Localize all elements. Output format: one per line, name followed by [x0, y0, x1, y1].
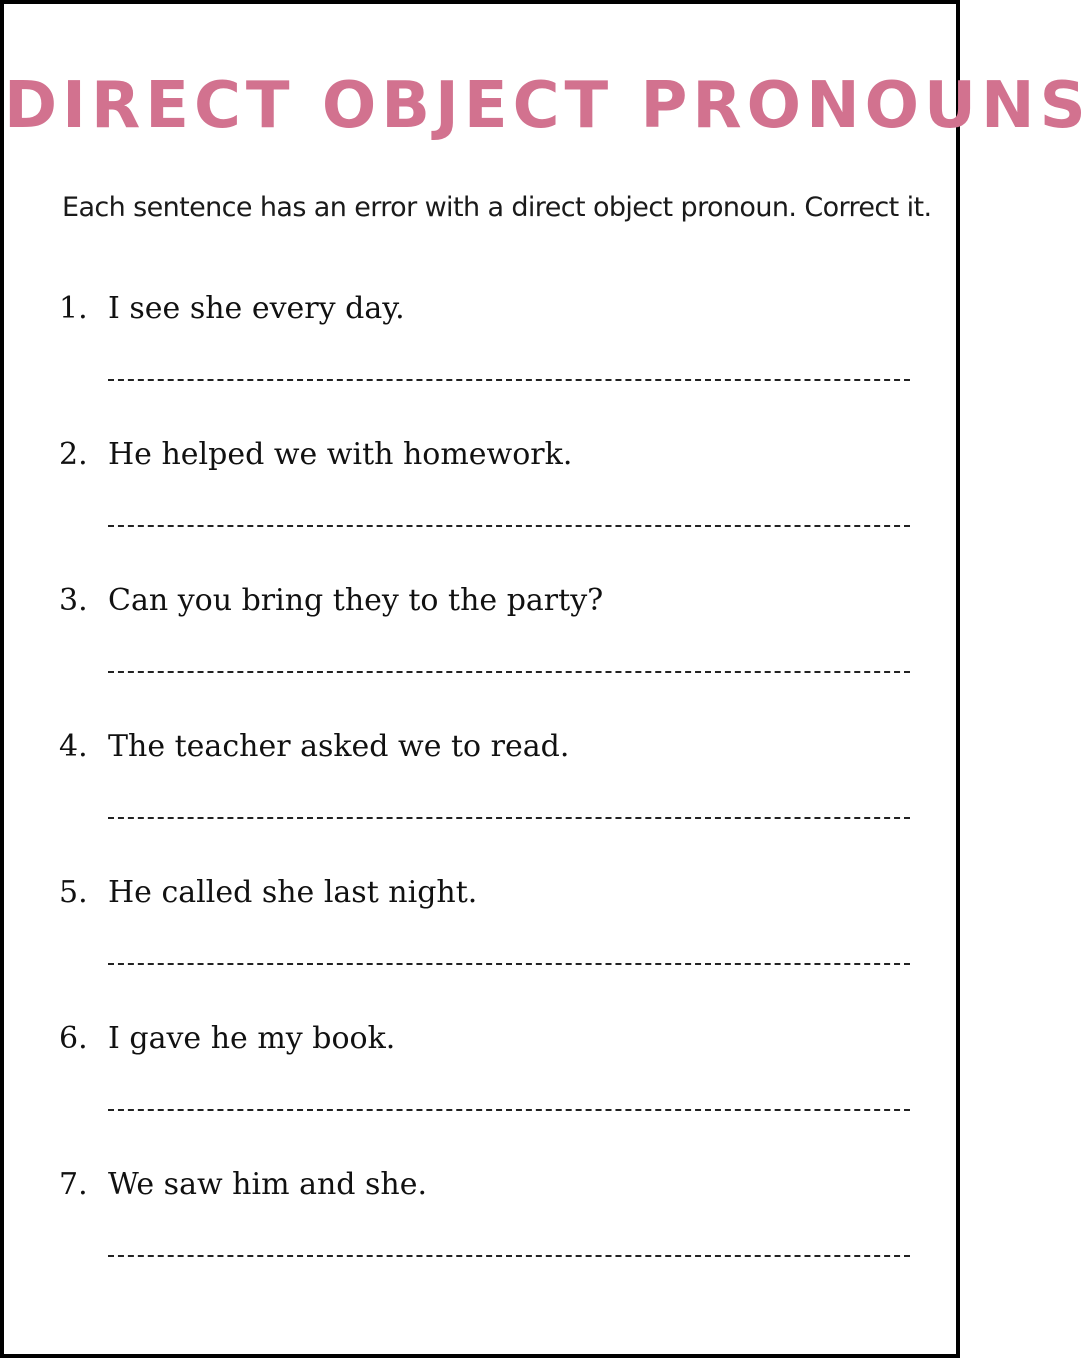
question-text: I see she every day.: [108, 291, 405, 326]
answer-line[interactable]: [108, 1109, 910, 1111]
answer-line[interactable]: [108, 379, 910, 381]
question-1: [59, 288, 919, 418]
question-4: [59, 726, 919, 856]
answer-line[interactable]: [108, 1255, 910, 1257]
answer-line[interactable]: [108, 817, 910, 819]
question-text: We saw him and she.: [108, 1167, 428, 1202]
answer-line[interactable]: [108, 525, 910, 527]
question-number: 6.: [59, 1021, 88, 1056]
question-2: [59, 434, 919, 564]
question-number: 4.: [59, 729, 88, 764]
question-number: 1.: [59, 291, 88, 326]
question-number: 2.: [59, 437, 88, 472]
question-3: [59, 580, 919, 710]
question-number: 3.: [59, 583, 88, 618]
question-number: 7.: [59, 1167, 88, 1202]
worksheet-title: DIRECT OBJECT PRONOUNS: [4, 69, 1091, 143]
answer-line[interactable]: [108, 671, 910, 673]
question-5: [59, 872, 919, 1002]
question-7: [59, 1164, 919, 1294]
question-text: The teacher asked we to read.: [108, 729, 570, 764]
question-text: Can you bring they to the party?: [108, 583, 604, 618]
instructions-text: Each sentence has an error with a direct object pronoun. Correct it.: [62, 192, 932, 223]
question-text: He called she last night.: [108, 875, 478, 910]
question-text: I gave he my book.: [108, 1021, 396, 1056]
question-6: [59, 1018, 919, 1148]
question-text: He helped we with homework.: [108, 437, 573, 472]
answer-line[interactable]: [108, 963, 910, 965]
question-number: 5.: [59, 875, 88, 910]
